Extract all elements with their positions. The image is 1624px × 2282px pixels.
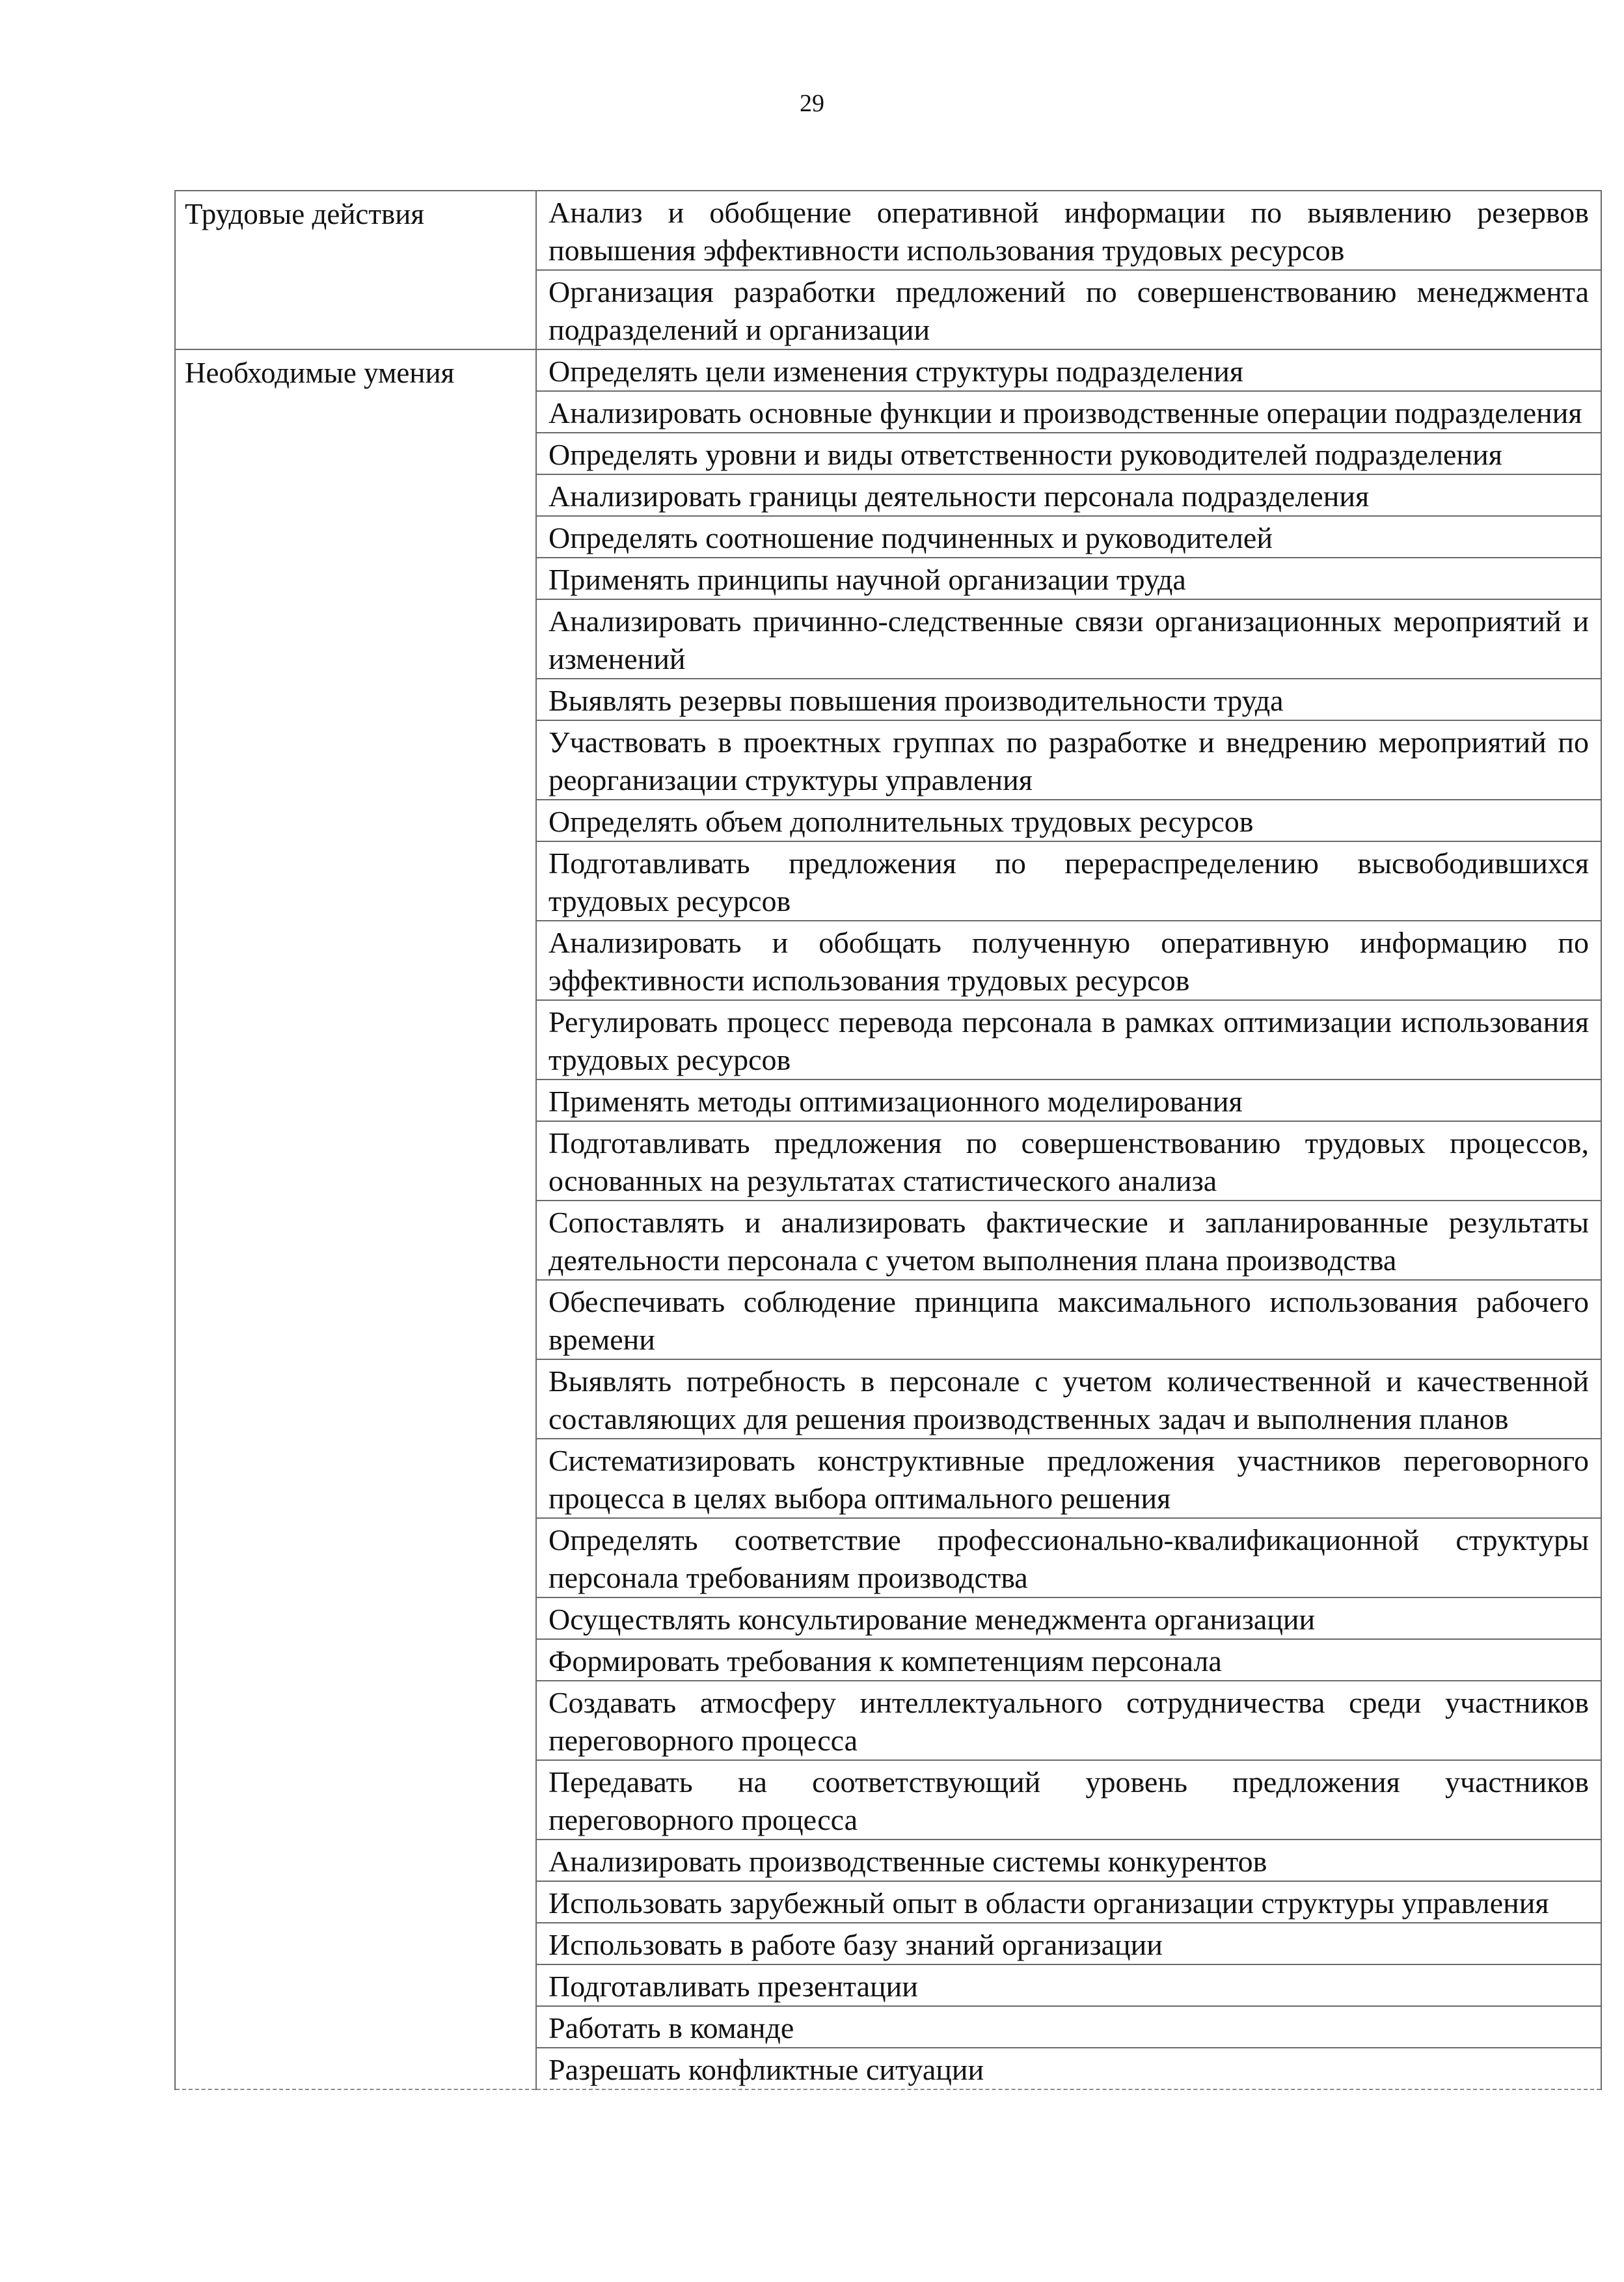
item-text: Передавать на соответствующий уровень предложения участников переговорного процесса xyxy=(548,1765,1589,1836)
table-cell-item xyxy=(536,800,1601,841)
item-text: Определять уровни и виды ответственности руководителей подразделения xyxy=(548,438,1502,471)
item-text: Анализировать границы деятельности персонала подразделения xyxy=(548,480,1370,513)
table-cell-item xyxy=(536,1881,1601,1923)
table-cell-item xyxy=(536,599,1601,679)
table-cell-item xyxy=(536,1280,1601,1359)
table-cell-item xyxy=(536,391,1601,433)
table-cell-item xyxy=(536,474,1601,516)
item-text: Определять соответствие профессионально-квалификационной структуры персонала требованиям производства xyxy=(548,1523,1589,1594)
item-text: Анализировать и обобщать полученную оперативную информацию по эффективности использования трудовых ресурсов xyxy=(548,926,1589,997)
item-text: Организация разработки предложений по совершенствованию менеджмента подразделений и организации xyxy=(548,275,1589,346)
item-text: Обеспечивать соблюдение принципа максимального использования рабочего времени xyxy=(548,1285,1589,1356)
table-cell-item xyxy=(536,349,1601,391)
table-cell-item xyxy=(536,1923,1601,1964)
item-text: Формировать требования к компетенциям персонала xyxy=(548,1644,1222,1678)
item-text: Работать в команде xyxy=(548,2011,794,2044)
table-cell-item xyxy=(536,1201,1601,1280)
page-number: 29 xyxy=(800,90,824,117)
table-cell-item xyxy=(536,1121,1601,1201)
competency-table xyxy=(174,190,1602,2090)
item-text: Регулировать процесс перевода персонала в рамках оптимизации использования трудовых ресурсов xyxy=(548,1005,1589,1076)
item-text: Осуществлять консультирование менеджмента организации xyxy=(548,1603,1316,1636)
table-cell-item xyxy=(536,1439,1601,1518)
table-cell-item xyxy=(536,921,1601,1000)
table-cell-item xyxy=(536,1518,1601,1597)
item-text: Сопоставлять и анализировать фактические и запланированные результаты деятельности персонала с учетом выполнения плана производства xyxy=(548,1206,1589,1277)
table-cell-item xyxy=(536,516,1601,558)
item-text: Применять методы оптимизационного моделирования xyxy=(548,1085,1243,1118)
item-text: Подготавливать предложения по совершенствованию трудовых процессов, основанных на результатах статистического анализа xyxy=(548,1126,1589,1197)
item-text: Использовать в работе базу знаний организации xyxy=(548,1928,1163,1961)
table-cell-item xyxy=(536,433,1601,474)
section-heading: Трудовые действия xyxy=(175,191,536,349)
item-text: Подготавливать предложения по перераспределению высвободившихся трудовых ресурсов xyxy=(548,847,1589,917)
table-cell-item xyxy=(536,1000,1601,1080)
table-cell-item xyxy=(536,191,1601,270)
table-cell-item xyxy=(536,841,1601,921)
table-cell-item xyxy=(536,1681,1601,1760)
table-cell-item xyxy=(536,1760,1601,1840)
item-text: Определять цели изменения структуры подразделения xyxy=(548,355,1244,388)
item-text: Разрешать конфликтные ситуации xyxy=(548,2053,984,2086)
item-text: Выявлять резервы повышения производительности труда xyxy=(548,684,1284,717)
item-text: Определять объем дополнительных трудовых ресурсов xyxy=(548,805,1254,838)
item-text: Анализировать производственные системы конкурентов xyxy=(548,1845,1267,1878)
item-text: Систематизировать конструктивные предложения участников переговорного процесса в целях выбора оптимального решения xyxy=(548,1444,1589,1515)
table-cell-item xyxy=(536,270,1601,349)
item-text: Определять соотношение подчиненных и руководителей xyxy=(548,521,1273,554)
table-cell-item xyxy=(536,1597,1601,1639)
item-text: Анализировать причинно-следственные связи организационных мероприятий и изменений xyxy=(548,604,1589,675)
table-cell-item xyxy=(536,2048,1601,2089)
table-cell-item xyxy=(536,1840,1601,1881)
item-text: Анализ и обобщение оперативной информации по выявлению резервов повышения эффективности использования трудовых ресурсов xyxy=(548,196,1589,267)
item-text: Подготавливать презентации xyxy=(548,1970,918,2003)
table-row xyxy=(175,191,1601,270)
table-cell-item xyxy=(536,1359,1601,1439)
item-text: Использовать зарубежный опыт в области организации структуры управления xyxy=(548,1886,1549,1920)
table-cell-item xyxy=(536,558,1601,599)
item-text: Выявлять потребность в персонале с учетом количественной и качественной составляющих для решения производственных задач и выполнения планов xyxy=(548,1365,1589,1435)
table-row xyxy=(175,349,1601,391)
table-cell-item xyxy=(536,1639,1601,1681)
table-cell-item xyxy=(536,1964,1601,2006)
item-text: Применять принципы научной организации труда xyxy=(548,563,1186,596)
item-text: Участвовать в проектных группах по разработке и внедрению мероприятий по реорганизации структуры управления xyxy=(548,726,1589,796)
table-cell-item xyxy=(536,2006,1601,2048)
table-cell-item xyxy=(536,720,1601,800)
item-text: Создавать атмосферу интеллектуального сотрудничества среди участников переговорного процесса xyxy=(548,1686,1589,1757)
table-cell-item xyxy=(536,1080,1601,1121)
section-heading: Необходимые умения xyxy=(175,349,536,2089)
table-cell-item xyxy=(536,679,1601,720)
item-text: Анализировать основные функции и производственные операции подразделения xyxy=(548,396,1582,429)
